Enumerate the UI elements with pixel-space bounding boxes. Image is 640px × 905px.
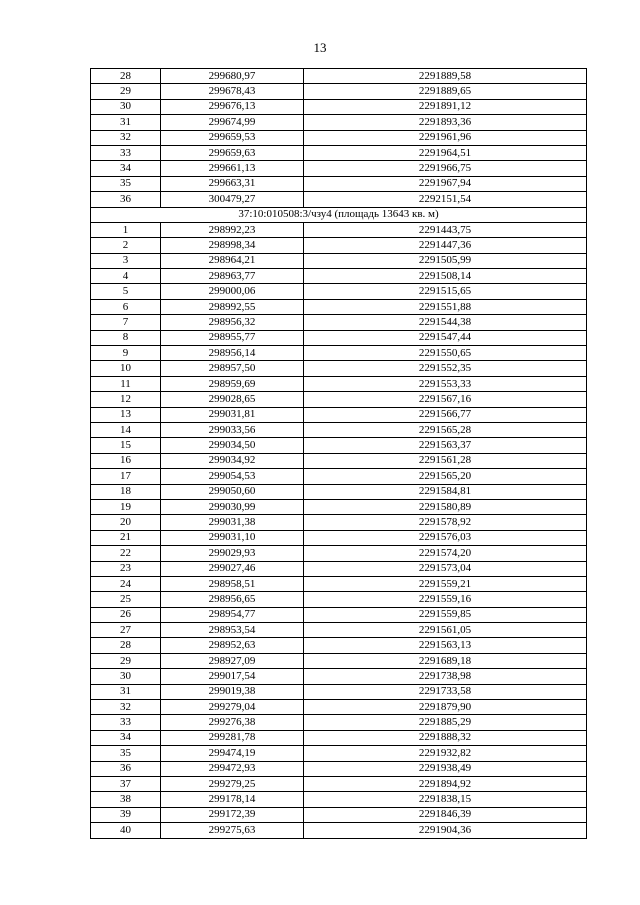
x-coordinate: 299281,78 — [161, 730, 304, 745]
y-coordinate: 2291961,96 — [304, 130, 587, 145]
point-number: 4 — [91, 269, 161, 284]
y-coordinate: 2291551,88 — [304, 299, 587, 314]
point-number: 9 — [91, 346, 161, 361]
table-row — [91, 546, 587, 561]
y-coordinate: 2291838,15 — [304, 792, 587, 807]
point-number: 35 — [91, 176, 161, 191]
table-row — [91, 592, 587, 607]
y-coordinate: 2291580,89 — [304, 499, 587, 514]
table-row — [91, 176, 587, 191]
point-number: 29 — [91, 653, 161, 668]
y-coordinate: 2291559,85 — [304, 607, 587, 622]
x-coordinate: 299031,10 — [161, 530, 304, 545]
point-number: 18 — [91, 484, 161, 499]
x-coordinate: 299030,99 — [161, 499, 304, 514]
point-number: 7 — [91, 315, 161, 330]
x-coordinate: 299676,13 — [161, 99, 304, 114]
y-coordinate: 2291888,32 — [304, 730, 587, 745]
x-coordinate: 299474,19 — [161, 746, 304, 761]
y-coordinate: 2291893,36 — [304, 115, 587, 130]
x-coordinate: 299050,60 — [161, 484, 304, 499]
y-coordinate: 2291553,33 — [304, 376, 587, 391]
table-row — [91, 115, 587, 130]
table-row — [91, 653, 587, 668]
point-number: 5 — [91, 284, 161, 299]
table-row — [91, 669, 587, 684]
y-coordinate: 2291938,49 — [304, 761, 587, 776]
y-coordinate: 2291559,16 — [304, 592, 587, 607]
table-row — [91, 700, 587, 715]
point-number: 20 — [91, 515, 161, 530]
point-number: 28 — [91, 638, 161, 653]
x-coordinate: 299275,63 — [161, 823, 304, 838]
y-coordinate: 2291689,18 — [304, 653, 587, 668]
point-number: 11 — [91, 376, 161, 391]
y-coordinate: 2291964,51 — [304, 145, 587, 160]
table-row — [91, 715, 587, 730]
table-row — [91, 315, 587, 330]
x-coordinate: 299680,97 — [161, 69, 304, 84]
y-coordinate: 2291733,58 — [304, 684, 587, 699]
table-row — [91, 192, 587, 207]
x-coordinate: 298958,51 — [161, 576, 304, 591]
point-number: 1 — [91, 222, 161, 237]
y-coordinate: 2291505,99 — [304, 253, 587, 268]
y-coordinate: 2291738,98 — [304, 669, 587, 684]
table-row — [91, 761, 587, 776]
y-coordinate: 2291563,37 — [304, 438, 587, 453]
point-number: 27 — [91, 623, 161, 638]
x-coordinate: 299017,54 — [161, 669, 304, 684]
table-row — [91, 299, 587, 314]
x-coordinate: 298952,63 — [161, 638, 304, 653]
table-row — [91, 407, 587, 422]
table-row — [91, 438, 587, 453]
x-coordinate: 298956,65 — [161, 592, 304, 607]
table-row — [91, 730, 587, 745]
point-number: 21 — [91, 530, 161, 545]
y-coordinate: 2291544,38 — [304, 315, 587, 330]
table-row — [91, 638, 587, 653]
y-coordinate: 2291550,65 — [304, 346, 587, 361]
table-row — [91, 238, 587, 253]
x-coordinate: 299678,43 — [161, 84, 304, 99]
x-coordinate: 299663,31 — [161, 176, 304, 191]
page-number: 13 — [313, 40, 327, 55]
point-number: 24 — [91, 576, 161, 591]
x-coordinate: 298992,55 — [161, 299, 304, 314]
table-row — [91, 269, 587, 284]
y-coordinate: 2291891,12 — [304, 99, 587, 114]
table-row — [91, 392, 587, 407]
point-number: 36 — [91, 761, 161, 776]
y-coordinate: 2291565,28 — [304, 422, 587, 437]
y-coordinate: 2291966,75 — [304, 161, 587, 176]
table-row — [91, 376, 587, 391]
y-coordinate: 2291561,28 — [304, 453, 587, 468]
table-row — [91, 330, 587, 345]
x-coordinate: 298953,54 — [161, 623, 304, 638]
point-number: 30 — [91, 99, 161, 114]
y-coordinate: 2292151,54 — [304, 192, 587, 207]
x-coordinate: 298927,09 — [161, 653, 304, 668]
point-number: 26 — [91, 607, 161, 622]
point-number: 6 — [91, 299, 161, 314]
x-coordinate: 299661,13 — [161, 161, 304, 176]
table-row — [91, 576, 587, 591]
point-number: 12 — [91, 392, 161, 407]
section-title: 37:10:010508:3/чзу4 (площадь 13643 кв. м) — [91, 207, 587, 222]
table-row — [91, 792, 587, 807]
x-coordinate: 298956,14 — [161, 346, 304, 361]
y-coordinate: 2291447,36 — [304, 238, 587, 253]
y-coordinate: 2291932,82 — [304, 746, 587, 761]
coordinates-table-body — [91, 69, 587, 839]
y-coordinate: 2291879,90 — [304, 700, 587, 715]
y-coordinate: 2291547,44 — [304, 330, 587, 345]
table-row — [91, 469, 587, 484]
x-coordinate: 300479,27 — [161, 192, 304, 207]
y-coordinate: 2291508,14 — [304, 269, 587, 284]
table-row — [91, 453, 587, 468]
point-number: 25 — [91, 592, 161, 607]
table-row — [91, 145, 587, 160]
y-coordinate: 2291889,65 — [304, 84, 587, 99]
y-coordinate: 2291565,20 — [304, 469, 587, 484]
point-number: 22 — [91, 546, 161, 561]
table-row — [91, 346, 587, 361]
table-row — [91, 161, 587, 176]
y-coordinate: 2291559,21 — [304, 576, 587, 591]
y-coordinate: 2291563,13 — [304, 638, 587, 653]
x-coordinate: 299172,39 — [161, 807, 304, 822]
y-coordinate: 2291443,75 — [304, 222, 587, 237]
y-coordinate: 2291576,03 — [304, 530, 587, 545]
x-coordinate: 299674,99 — [161, 115, 304, 130]
table-row — [91, 484, 587, 499]
x-coordinate: 299033,56 — [161, 422, 304, 437]
point-number: 23 — [91, 561, 161, 576]
y-coordinate: 2291573,04 — [304, 561, 587, 576]
point-number: 36 — [91, 192, 161, 207]
y-coordinate: 2291561,05 — [304, 623, 587, 638]
x-coordinate: 299276,38 — [161, 715, 304, 730]
point-number: 34 — [91, 161, 161, 176]
y-coordinate: 2291584,81 — [304, 484, 587, 499]
y-coordinate: 2291885,29 — [304, 715, 587, 730]
point-number: 17 — [91, 469, 161, 484]
x-coordinate: 299178,14 — [161, 792, 304, 807]
point-number: 38 — [91, 792, 161, 807]
point-number: 3 — [91, 253, 161, 268]
x-coordinate: 298964,21 — [161, 253, 304, 268]
x-coordinate: 299034,92 — [161, 453, 304, 468]
y-coordinate: 2291904,36 — [304, 823, 587, 838]
point-number: 15 — [91, 438, 161, 453]
point-number: 39 — [91, 807, 161, 822]
table-row — [91, 69, 587, 84]
x-coordinate: 299472,93 — [161, 761, 304, 776]
x-coordinate: 298992,23 — [161, 222, 304, 237]
x-coordinate: 299028,65 — [161, 392, 304, 407]
point-number: 31 — [91, 115, 161, 130]
table-row — [91, 222, 587, 237]
point-number: 32 — [91, 700, 161, 715]
table-row — [91, 422, 587, 437]
point-number: 40 — [91, 823, 161, 838]
point-number: 34 — [91, 730, 161, 745]
table-row — [91, 99, 587, 114]
table-row — [91, 499, 587, 514]
y-coordinate: 2291967,94 — [304, 176, 587, 191]
point-number: 14 — [91, 422, 161, 437]
point-number: 19 — [91, 499, 161, 514]
point-number: 33 — [91, 715, 161, 730]
point-number: 16 — [91, 453, 161, 468]
table-row — [91, 807, 587, 822]
point-number: 2 — [91, 238, 161, 253]
x-coordinate: 299019,38 — [161, 684, 304, 699]
table-row — [91, 130, 587, 145]
y-coordinate: 2291515,65 — [304, 284, 587, 299]
x-coordinate: 299000,06 — [161, 284, 304, 299]
x-coordinate: 299031,38 — [161, 515, 304, 530]
point-number: 35 — [91, 746, 161, 761]
point-number: 29 — [91, 84, 161, 99]
x-coordinate: 298959,69 — [161, 376, 304, 391]
x-coordinate: 298956,32 — [161, 315, 304, 330]
x-coordinate: 298963,77 — [161, 269, 304, 284]
x-coordinate: 299659,53 — [161, 130, 304, 145]
table-row — [91, 284, 587, 299]
table-row — [91, 361, 587, 376]
table-row — [91, 84, 587, 99]
table-row — [91, 623, 587, 638]
x-coordinate: 299027,46 — [161, 561, 304, 576]
x-coordinate: 299659,63 — [161, 145, 304, 160]
x-coordinate: 299034,50 — [161, 438, 304, 453]
y-coordinate: 2291846,39 — [304, 807, 587, 822]
point-number: 28 — [91, 69, 161, 84]
section-row — [91, 207, 587, 222]
table-row — [91, 684, 587, 699]
table-row — [91, 746, 587, 761]
x-coordinate: 298998,34 — [161, 238, 304, 253]
point-number: 13 — [91, 407, 161, 422]
point-number: 32 — [91, 130, 161, 145]
point-number: 33 — [91, 145, 161, 160]
table-row — [91, 253, 587, 268]
y-coordinate: 2291894,92 — [304, 776, 587, 791]
point-number: 31 — [91, 684, 161, 699]
x-coordinate: 299279,25 — [161, 776, 304, 791]
y-coordinate: 2291889,58 — [304, 69, 587, 84]
y-coordinate: 2291552,35 — [304, 361, 587, 376]
x-coordinate: 298955,77 — [161, 330, 304, 345]
x-coordinate: 298954,77 — [161, 607, 304, 622]
point-number: 10 — [91, 361, 161, 376]
x-coordinate: 299054,53 — [161, 469, 304, 484]
x-coordinate: 299029,93 — [161, 546, 304, 561]
y-coordinate: 2291578,92 — [304, 515, 587, 530]
point-number: 30 — [91, 669, 161, 684]
x-coordinate: 299031,81 — [161, 407, 304, 422]
y-coordinate: 2291566,77 — [304, 407, 587, 422]
point-number: 37 — [91, 776, 161, 791]
table-row — [91, 776, 587, 791]
table-row — [91, 530, 587, 545]
table-row — [91, 561, 587, 576]
coordinates-table — [90, 68, 587, 839]
table-row — [91, 607, 587, 622]
x-coordinate: 299279,04 — [161, 700, 304, 715]
y-coordinate: 2291574,20 — [304, 546, 587, 561]
y-coordinate: 2291567,16 — [304, 392, 587, 407]
x-coordinate: 298957,50 — [161, 361, 304, 376]
point-number: 8 — [91, 330, 161, 345]
table-row — [91, 515, 587, 530]
table-row — [91, 823, 587, 838]
